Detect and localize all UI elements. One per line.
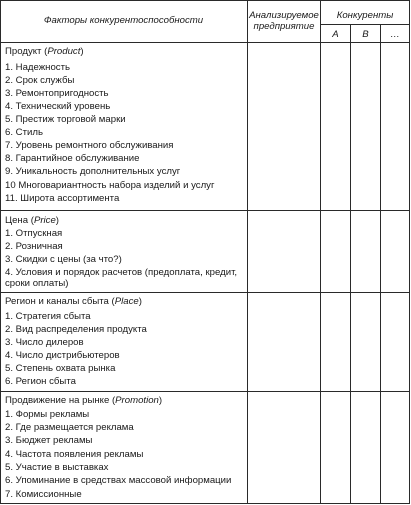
list-item: 7. Комиссионные: [5, 489, 82, 500]
list-item: 2. Где размещается реклама: [5, 422, 134, 433]
section-title-price: Цена (Price): [5, 215, 59, 226]
table-border-left: [0, 0, 1, 504]
header-competitor-more: …: [390, 29, 400, 40]
list-item: 1. Стратегия сбыта: [5, 311, 91, 322]
list-item: 4. Число дистрибьютеров: [5, 350, 120, 361]
list-item: 3. Скидки с цены (за что?): [5, 254, 122, 265]
column-divider: [247, 0, 248, 504]
section-title-place: Регион и каналы сбыта (Place): [5, 296, 142, 307]
column-divider: [350, 24, 351, 504]
list-item: 6. Стиль: [5, 127, 43, 138]
list-item: 3. Ремонтопригодность: [5, 88, 109, 99]
column-divider: [320, 0, 321, 504]
list-item: 1. Формы рекламы: [5, 409, 90, 420]
list-item: 4. Условия и порядок расчетов (предоплата, кредит, сроки оплаты): [5, 267, 238, 289]
list-item: 5. Степень охвата рынка: [5, 363, 116, 374]
table-border-bottom: [0, 503, 410, 504]
section-divider: [0, 391, 410, 392]
header-competitors: Конкуренты: [336, 10, 394, 21]
header-divider: [0, 42, 410, 43]
list-item: 3. Бюджет рекламы: [5, 435, 93, 446]
header-subdivider: [320, 24, 410, 25]
list-item: 5. Участие в выставках: [5, 462, 109, 473]
list-item: 8. Гарантийное обслуживание: [5, 153, 140, 164]
list-item: 4. Частота появления рекламы: [5, 449, 144, 460]
list-item: 2. Срок службы: [5, 75, 75, 86]
header-company: Анализируемое предприятие: [249, 10, 319, 32]
list-item: 11. Широта ассортимента: [5, 193, 120, 204]
list-item: 1. Отпускная: [5, 228, 63, 239]
list-item: 5. Престиж торговой марки: [5, 114, 126, 125]
list-item: 2. Розничная: [5, 241, 63, 252]
table-border-top: [0, 0, 410, 1]
column-divider: [380, 24, 381, 504]
table-border-right: [409, 0, 410, 504]
list-item: 3. Число дилеров: [5, 337, 84, 348]
header-competitor-b: B: [362, 29, 369, 40]
header-factors: Факторы конкурентоспособности: [43, 15, 204, 26]
header-competitor-a: A: [332, 29, 339, 40]
list-item: 1. Надежность: [5, 62, 70, 73]
section-divider: [0, 292, 410, 293]
section-title-product: Продукт (Product): [5, 46, 84, 57]
list-item: 2. Вид распределения продукта: [5, 324, 147, 335]
section-divider: [0, 210, 410, 211]
list-item: 9. Уникальность дополнительных услуг: [5, 166, 181, 177]
list-item: 7. Уровень ремонтного обслуживания: [5, 140, 174, 151]
list-item: 10 Многовариантность набора изделий и услуг: [5, 180, 215, 191]
list-item: 6. Регион сбыта: [5, 376, 76, 387]
list-item: 4. Технический уровень: [5, 101, 111, 112]
list-item: 6. Упоминание в средствах массовой информации: [5, 475, 232, 486]
section-title-promotion: Продвижение на рынке (Promotion): [5, 395, 163, 406]
